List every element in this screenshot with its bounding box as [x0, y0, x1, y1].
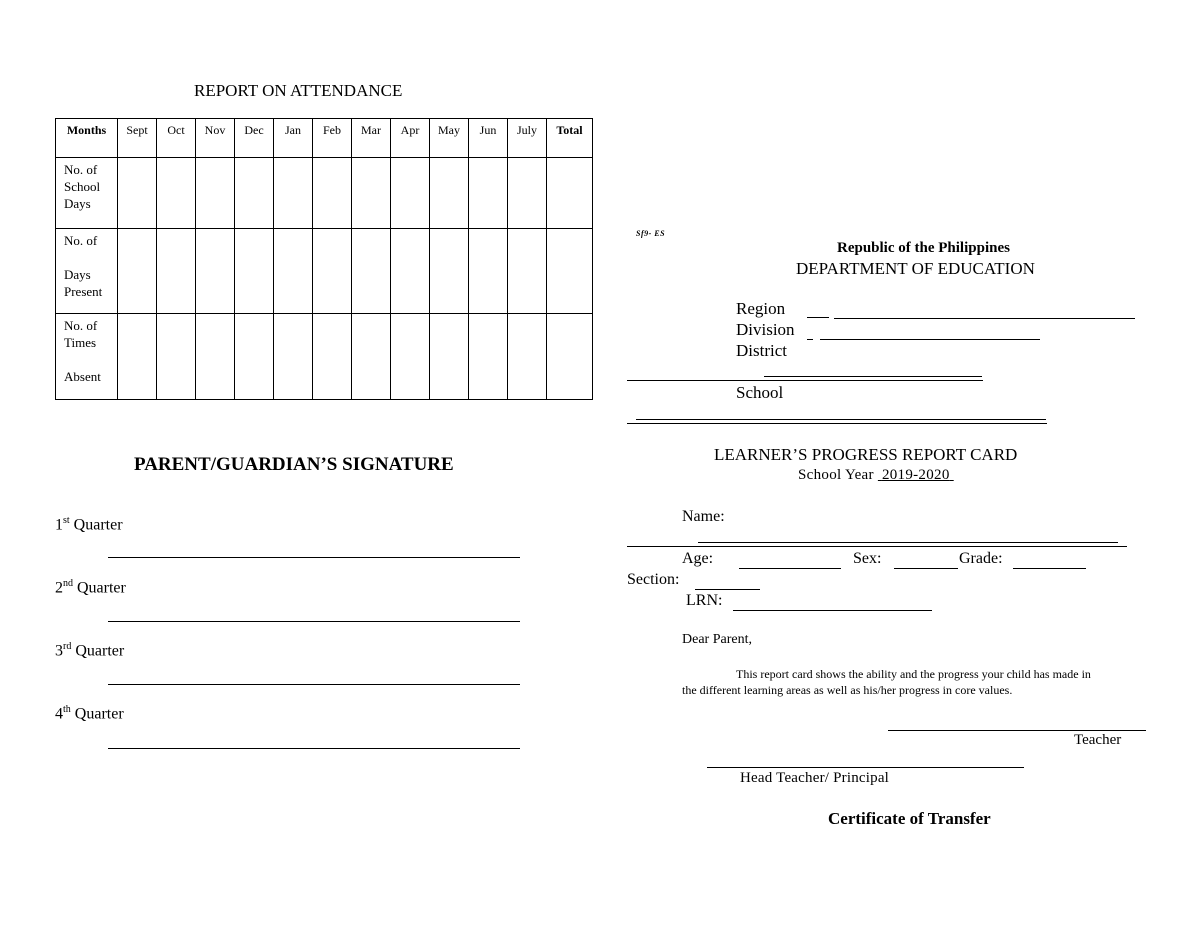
attendance-cell[interactable]	[274, 229, 313, 314]
attendance-cell[interactable]	[430, 229, 469, 314]
school-line[interactable]	[627, 423, 1047, 424]
lrn-line[interactable]	[733, 610, 932, 611]
division-line[interactable]	[820, 339, 1040, 340]
lrn-label: LRN:	[686, 592, 723, 609]
attendance-cell[interactable]	[118, 314, 157, 400]
teacher-label: Teacher	[1074, 732, 1122, 748]
quarter-1-label: 1st Quarter	[55, 515, 123, 534]
signature-title: PARENT/GUARDIAN’S SIGNATURE	[134, 454, 454, 475]
certificate-title: Certificate of Transfer	[828, 809, 991, 828]
attendance-cell[interactable]	[274, 314, 313, 400]
district-line[interactable]	[627, 380, 983, 381]
form-code: Sf9- ES	[636, 229, 666, 238]
attendance-cell[interactable]	[313, 229, 352, 314]
attendance-cell[interactable]	[196, 314, 235, 400]
republic-heading: Republic of the Philippines	[837, 240, 1010, 256]
sex-label: Sex:	[853, 550, 882, 567]
district-label: District	[736, 341, 787, 360]
attendance-cell[interactable]	[118, 158, 157, 229]
months-header: Months	[56, 119, 118, 158]
school-label: School	[736, 383, 784, 402]
attendance-cell[interactable]	[313, 314, 352, 400]
attendance-cell[interactable]	[196, 229, 235, 314]
total-header: Total	[547, 119, 593, 158]
month-header: July	[508, 119, 547, 158]
quarter-4-label: 4th Quarter	[55, 704, 124, 723]
month-header: Jan	[274, 119, 313, 158]
message-line-1: This report card shows the ability and the progress your child has made in	[736, 667, 1091, 681]
month-header: Mar	[352, 119, 391, 158]
grade-line[interactable]	[1013, 568, 1086, 569]
attendance-cell[interactable]	[430, 314, 469, 400]
attendance-cell[interactable]	[352, 314, 391, 400]
greeting: Dear Parent,	[682, 632, 752, 647]
attendance-cell[interactable]	[391, 158, 430, 229]
attendance-cell[interactable]	[157, 229, 196, 314]
sex-line[interactable]	[894, 568, 958, 569]
name-line-upper	[698, 542, 1118, 543]
division-line-short	[807, 339, 813, 340]
name-label: Name:	[682, 508, 725, 525]
month-header: Jun	[469, 119, 508, 158]
attendance-cell[interactable]	[274, 158, 313, 229]
attendance-cell[interactable]	[157, 314, 196, 400]
row-label: No. of School Days	[56, 158, 118, 229]
school-year: School Year 2019-2020	[798, 467, 950, 483]
region-label: Region	[736, 299, 786, 318]
age-line[interactable]	[739, 568, 841, 569]
month-header: Sept	[118, 119, 157, 158]
quarter-2-signature-line[interactable]	[108, 621, 520, 622]
attendance-cell[interactable]	[547, 158, 593, 229]
name-line[interactable]	[627, 546, 1127, 547]
attendance-cell[interactable]	[547, 229, 593, 314]
attendance-cell[interactable]	[352, 229, 391, 314]
school-days-row	[56, 158, 593, 229]
division-label: Division	[736, 320, 795, 339]
quarter-4-signature-line[interactable]	[108, 748, 520, 749]
quarter-3-signature-line[interactable]	[108, 684, 520, 685]
quarter-1-signature-line[interactable]	[108, 557, 520, 558]
attendance-cell[interactable]	[508, 158, 547, 229]
attendance-cell[interactable]	[118, 229, 157, 314]
month-header: Nov	[196, 119, 235, 158]
quarter-3-label: 3rd Quarter	[55, 641, 125, 660]
attendance-cell[interactable]	[235, 158, 274, 229]
attendance-cell[interactable]	[508, 314, 547, 400]
department-heading: DEPARTMENT OF EDUCATION	[796, 259, 1035, 278]
region-line-short	[807, 317, 829, 318]
attendance-cell[interactable]	[157, 158, 196, 229]
attendance-cell[interactable]	[352, 158, 391, 229]
attendance-cell[interactable]	[469, 314, 508, 400]
attendance-cell[interactable]	[313, 158, 352, 229]
attendance-cell[interactable]	[469, 158, 508, 229]
attendance-header-row	[56, 119, 593, 158]
attendance-cell[interactable]	[391, 229, 430, 314]
times-absent-row	[56, 314, 593, 400]
month-header: Oct	[157, 119, 196, 158]
school-line-upper	[636, 419, 1046, 420]
month-header: May	[430, 119, 469, 158]
section-label: Section:	[627, 571, 680, 588]
attendance-cell[interactable]	[235, 314, 274, 400]
attendance-cell[interactable]	[430, 158, 469, 229]
message-line-2: the different learning areas as well as his/her progress in core values.	[682, 683, 1013, 697]
month-header: Dec	[235, 119, 274, 158]
school-year-value: 2019-2020	[881, 467, 950, 483]
attendance-cell[interactable]	[469, 229, 508, 314]
teacher-signature-line[interactable]	[888, 730, 1146, 731]
attendance-table	[55, 118, 593, 400]
attendance-cell[interactable]	[547, 314, 593, 400]
days-present-row	[56, 229, 593, 314]
month-header: Apr	[391, 119, 430, 158]
head-teacher-signature-line[interactable]	[707, 767, 1024, 768]
quarter-2-label: 2nd Quarter	[55, 578, 126, 597]
report-card-title: LEARNER’S PROGRESS REPORT CARD	[714, 445, 1018, 464]
attendance-cell[interactable]	[391, 314, 430, 400]
row-label: No. of Times Absent	[56, 314, 118, 400]
month-header: Feb	[313, 119, 352, 158]
row-label: No. of Days Present	[56, 229, 118, 314]
age-label: Age:	[682, 550, 714, 567]
attendance-cell[interactable]	[196, 158, 235, 229]
attendance-cell[interactable]	[235, 229, 274, 314]
grade-label: Grade:	[959, 550, 1003, 567]
attendance-cell[interactable]	[508, 229, 547, 314]
attendance-title: REPORT ON ATTENDANCE	[194, 81, 403, 100]
region-line[interactable]	[834, 318, 1135, 319]
head-teacher-label: Head Teacher/ Principal	[740, 770, 890, 786]
district-line-upper	[764, 376, 982, 377]
section-line[interactable]	[695, 589, 760, 590]
